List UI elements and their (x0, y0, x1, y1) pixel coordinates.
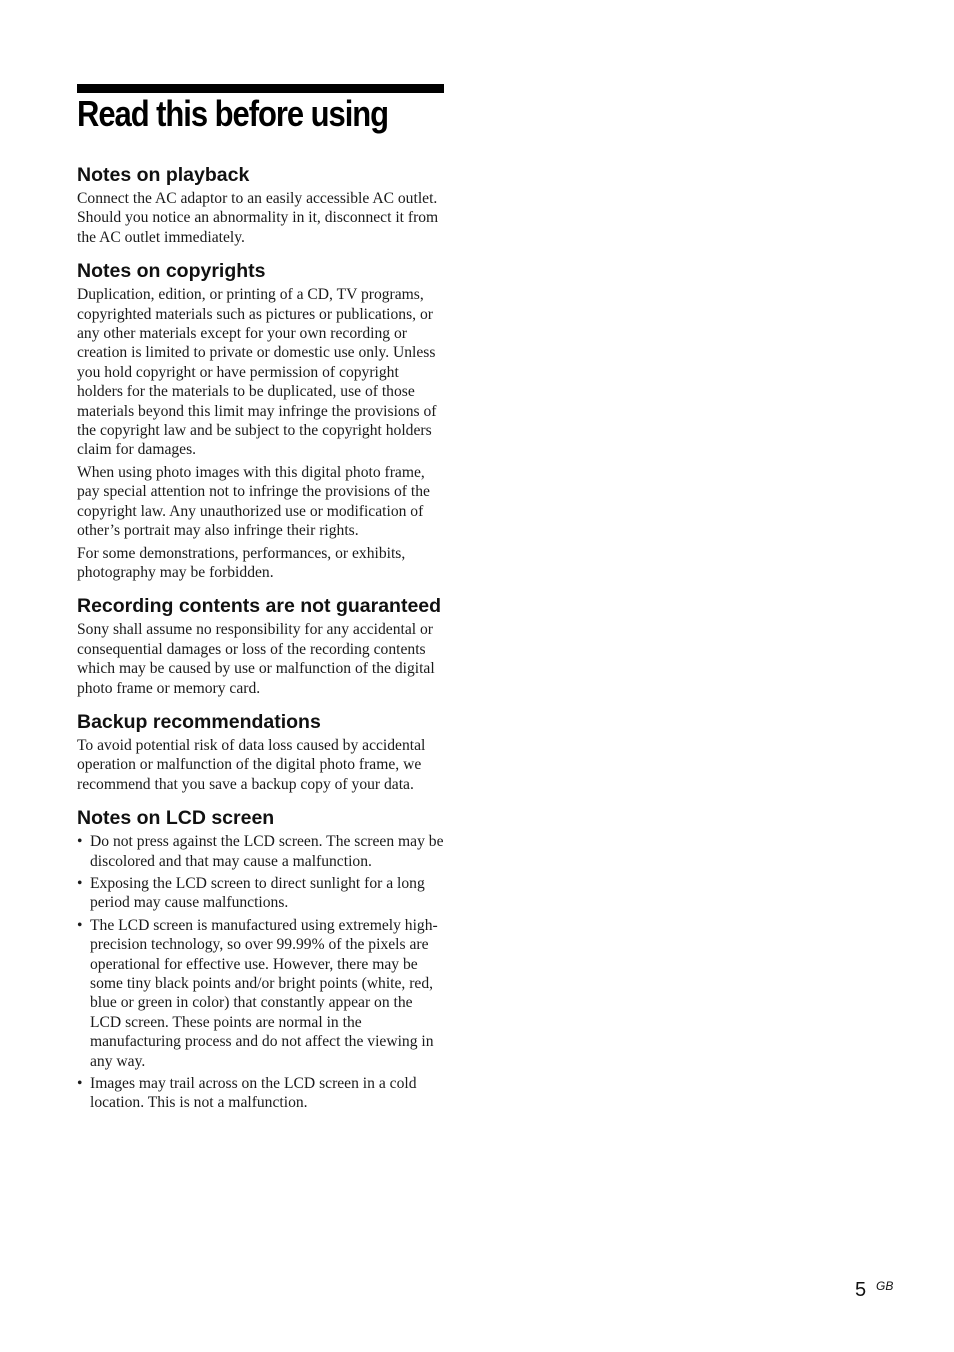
paragraph: When using photo images with this digital photo frame, pay special attention not to infringe the provisions of the copyright law. Any unauthorized use or modification of other’s portrait may also infringe their rights. (77, 463, 430, 540)
bullet-list (77, 832, 447, 1113)
list-item-text: Do not press against the LCD screen. The screen may be discolored and that may cause a malfunction. (90, 833, 444, 870)
page-language-code: GB (876, 1279, 894, 1293)
content-column (77, 163, 447, 1125)
section-notes-on-playback (77, 163, 447, 247)
section-backup-recommendations (77, 710, 447, 794)
section-heading: Backup recommendations (77, 710, 321, 733)
bullet-icon: • (77, 1075, 83, 1093)
page-title: Read this before using (77, 93, 389, 134)
list-item-text: The LCD screen is manufactured using extremely high-precision technology, so over 99.99% of the pixels are operational for effective use. However, there may be some tiny black points and/or bright points (white, red, blue or green in color) that constantly appear on the LCD screen. These points are normal in the manufacturing process and do not affect the viewing in any way. (90, 916, 438, 1070)
section-notes-on-lcd-screen (77, 806, 447, 1113)
bullet-icon: • (77, 916, 83, 934)
section-heading: Notes on LCD screen (77, 807, 275, 830)
page-number: 5 (855, 1279, 867, 1301)
bullet-icon: • (77, 874, 83, 892)
list-item (77, 832, 447, 871)
list-item (77, 874, 447, 913)
paragraph: To avoid potential risk of data loss caused by accidental operation or malfunction of the digital photo frame, we recommend that you save a backup copy of your data. (77, 736, 426, 793)
paragraph: For some demonstrations, performances, or exhibits, photography may be forbidden. (77, 544, 406, 581)
list-item (77, 1074, 447, 1113)
paragraph: Connect the AC adaptor to an easily accessible AC outlet. Should you notice an abnormality in it, disconnect it from the AC outlet immediately. (77, 190, 439, 246)
section-notes-on-copyrights (77, 259, 447, 582)
list-item (77, 916, 447, 1071)
paragraph: Duplication, edition, or printing of a CD, TV programs, copyrighted materials such as pictures or publications, or any other materials except for your own recording or creation is limited to private or domestic use only. Unless you hold copyright or have permission of copyright holders for the materials to be duplicated, use of those materials beyond this limit may infringe the provisions of the copyright law and be subject to the copyright holders claim for damages. (77, 286, 437, 459)
section-heading: Recording contents are not guaranteed (77, 595, 442, 618)
section-heading: Notes on copyrights (77, 260, 266, 283)
bullet-icon: • (77, 833, 83, 851)
list-item-text: Exposing the LCD screen to direct sunlight for a long period may cause malfunctions. (90, 874, 425, 912)
section-recording-contents (77, 594, 447, 698)
paragraph: Sony shall assume no responsibility for any accidental or consequential damages or loss of the recording contents which may be caused by use or malfunction of the digital photo frame or memory card. (77, 621, 435, 697)
section-heading: Notes on playback (77, 164, 250, 186)
list-item-text: Images may trail across on the LCD screen in a cold location. This is not a malfunction. (90, 1075, 417, 1112)
